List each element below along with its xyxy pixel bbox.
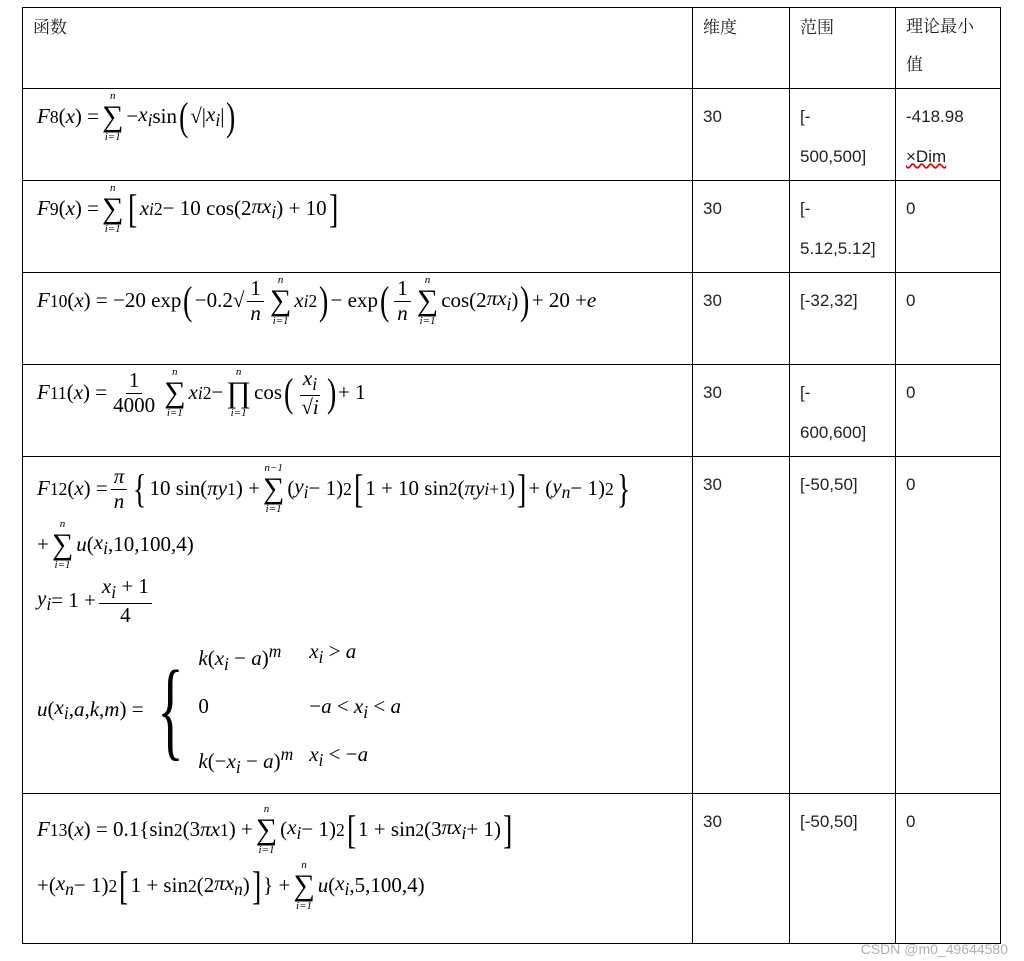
table-row — [23, 89, 1001, 181]
formula-f9: F 9 ( x ) = n ∑ i=1 [ x i 2 − 10 cos(2 $\pi x_i$ ) + 10 ] — [23, 181, 693, 273]
header-range: 范围 — [790, 8, 896, 89]
min-cell: -418.98 ×Dim — [896, 89, 1001, 181]
table-row — [23, 365, 1001, 457]
table-row — [23, 794, 1001, 944]
range-cell: [- 500,500] — [790, 89, 896, 181]
header-function: 函数 — [23, 8, 693, 89]
header-min: 理论最小值 — [896, 8, 1001, 89]
header-dimension: 维度 — [693, 8, 790, 89]
header-row — [23, 8, 1001, 89]
watermark: CSDN @m0_49644580 — [860, 941, 1008, 957]
table-row — [23, 273, 1001, 365]
dim-cell: 30 — [693, 794, 790, 944]
formula-f13: F 13 ( x ) = 0.1{sin 2 (3 πx 1 ) + n ∑ i=1 ( $x_i$ − 1) 2 [ 1 + sin 2 (3 $\pi x_i$ + 1) ] +( $x_n$ − 1) 2 [ 1 + sin 2 (2 $\pi x_n$ ) ] } + n ∑ i=1 u ( $x_i$ ,5,100,4) — [23, 794, 693, 944]
dim-cell: 30 — [693, 365, 790, 457]
range-cell: [- 600,600] — [790, 365, 896, 457]
formula-f8: F 8 ( x ) = n ∑ i=1 − $x_i$ sin ( √| $x_i$ | ) — [23, 89, 693, 181]
min-cell: 0 — [896, 365, 1001, 457]
table-row — [23, 457, 1001, 794]
dim-cell: 30 — [693, 457, 790, 794]
min-cell: 0 — [896, 273, 1001, 365]
range-cell: [-50,50] — [790, 794, 896, 944]
range-cell: [- 5.12,5.12] — [790, 181, 896, 273]
dim-cell: 30 — [693, 273, 790, 365]
formula-f11: F 11 ( x ) = $\frac{1}{4000}$ n ∑ i=1 x i 2 − n ∏ i=1 cos ( $\frac{x_i}{√i}$ ) + 1 — [23, 365, 693, 457]
benchmark-table — [22, 7, 1001, 944]
formula-f12: F 12 ( x ) = $\frac{\pi}{n}$ { 10 sin( πy 1 ) + n−1 ∑ i=1 ( $y_i$ − 1) 2 [ 1 + 10 sin 2 ( πy i+1 ) ] + ( $y_n$ − 1) 2 } + n ∑ i=1 u ( $x_i$ ,10,100,4) $y_i$ = 1 + $\frac{x_i + 1}{4}$ u ( $x_i$ , a , k , m ) = { $k(x_i - a)^m$ $x_i > a$ 0 $-a < x_i < a$ $k(-x_i - a)^m$ $x_i < -a$ — [23, 457, 693, 794]
dim-cell: 30 — [693, 89, 790, 181]
min-cell: 0 — [896, 457, 1001, 794]
table-row — [23, 181, 1001, 273]
min-cell: 0 — [896, 794, 1001, 944]
min-cell: 0 — [896, 181, 1001, 273]
range-cell: [-32,32] — [790, 273, 896, 365]
range-cell: [-50,50] — [790, 457, 896, 794]
dim-cell: 30 — [693, 181, 790, 273]
formula-f10: F 10 ( x ) = −20 exp ( −0.2√ $\frac{1}{n}$ n ∑ i=1 x i 2 ) − exp ( $\frac{1}{n}$ n ∑ i=1 cos(2 $\pi x_i$ ) ) + 20 + e — [23, 273, 693, 365]
